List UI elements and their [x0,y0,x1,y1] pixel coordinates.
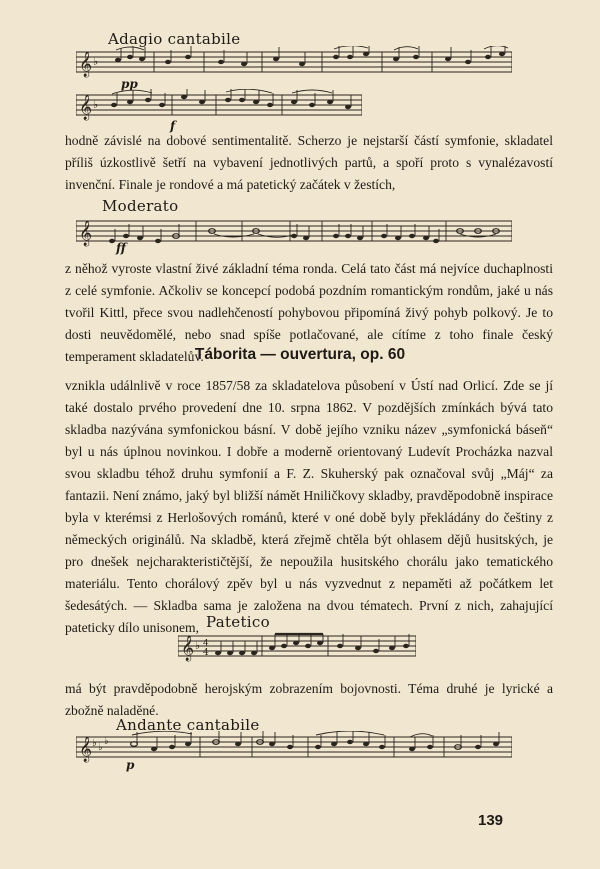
dynamic-pp: pp [121,77,138,91]
paragraph-rondo-theme: z něhož vyroste vlastní živé základní téma ronda. Celá tato část má nejvíce duchaplnosti z celé symfonie. Ačkoliv se koncepcí podobá pozdním romantickým rondům, jaké u nás tvořil Kittl, přece svou nadlehčeností pohybovou připomíná živý pohyb polkový. Je to dosti neuvědomělé, nebo snad spíše potlačované, ale cítíme z toho finale český temperament skladatelův. [65,261,553,364]
tempo-marking-adagio: Adagio cantabile [108,30,241,48]
dynamic-ff: ff [116,241,126,255]
svg-text:4: 4 [203,648,209,658]
svg-text:♭: ♭ [195,639,201,652]
paragraph-symphony-finale: hodně závislé na dobové sentimentalitě. Scherzo je nejstarší částí symfonie, skladatel příliš úzkostlivě šetří na vybavení jednotlivých partů, a spoří proto s vynalézavostí invenční. Finale je rondové a má patetický začátek v žestích, [65,133,553,192]
tempo-marking-patetico: Patetico [206,613,270,631]
svg-text:𝄞: 𝄞 [79,737,93,762]
music-staff-adagio-line2 [76,89,362,125]
tempo-marking-moderato: Moderato [102,197,179,215]
section-heading: Táborita — ouvertura, op. 60 [194,346,406,363]
svg-text:♭: ♭ [98,742,103,753]
music-staff-adagio-line1 [76,46,512,86]
svg-text:♭: ♭ [104,736,109,747]
svg-text:𝄞: 𝄞 [79,221,93,246]
paragraph-taborita: vznikla událnlivě v roce 1857/58 za skladatelova působení v Ústí nad Orlicí. Zde se jí také dostalo prvého provedení dne 10. srpna 1862. V pozdějších zmínkách bývá tato skladba nazývána symfonickou básní. V době jejího vzniku název „symfonická báseň“ byl u nás úplnou novinkou. I dobře a moderně orientovaný Ludevít Procházka nazval svou skladbu téhož druhu symfonií a F. Z. Skuherský pak označoval svůj „Máj“ za fantazii. Není známo, jaký byl bližší námět Hniličkovy skladby, pravděpodobně inspirace byla v kterémsi z Herlošových románů, které v oné době byly překládány do češtiny z německých originálů. Na skladbě, která zřejmě chtěla být ohlasem dějů husitských, je pro dnešek nejcharakterističtější, že nepoužila husitského chorálu jako tematického materiálu. Tento chorálový zpěv byl u nás vyzvednut z nepaměti až počátkem let šedesátých. — Skladba sama je založena na dvou tématech. První z nich, zahajující pateticky dílo unisonem, [65,378,553,635]
svg-text:𝄞: 𝄞 [79,95,93,120]
svg-text:♭: ♭ [93,55,99,68]
dynamic-f: f [170,119,176,133]
svg-text:𝄞: 𝄞 [181,636,195,661]
music-staff-moderato [76,215,512,249]
svg-text:4: 4 [203,639,209,649]
tempo-marking-andante: Andante cantabile [116,716,260,734]
svg-text:𝄞: 𝄞 [79,52,93,77]
page-number: 139 [478,812,504,829]
music-staff-andante [76,731,512,765]
svg-text:♭: ♭ [92,738,97,749]
svg-text:♭: ♭ [93,98,99,111]
dynamic-p: p [126,758,135,772]
paragraph-theme-description: má být pravděpodobně herojským zobrazením bojovnosti. Téma druhé je lyrické a zbožně naladěné. [65,681,553,718]
music-staff-patetico [178,630,416,664]
